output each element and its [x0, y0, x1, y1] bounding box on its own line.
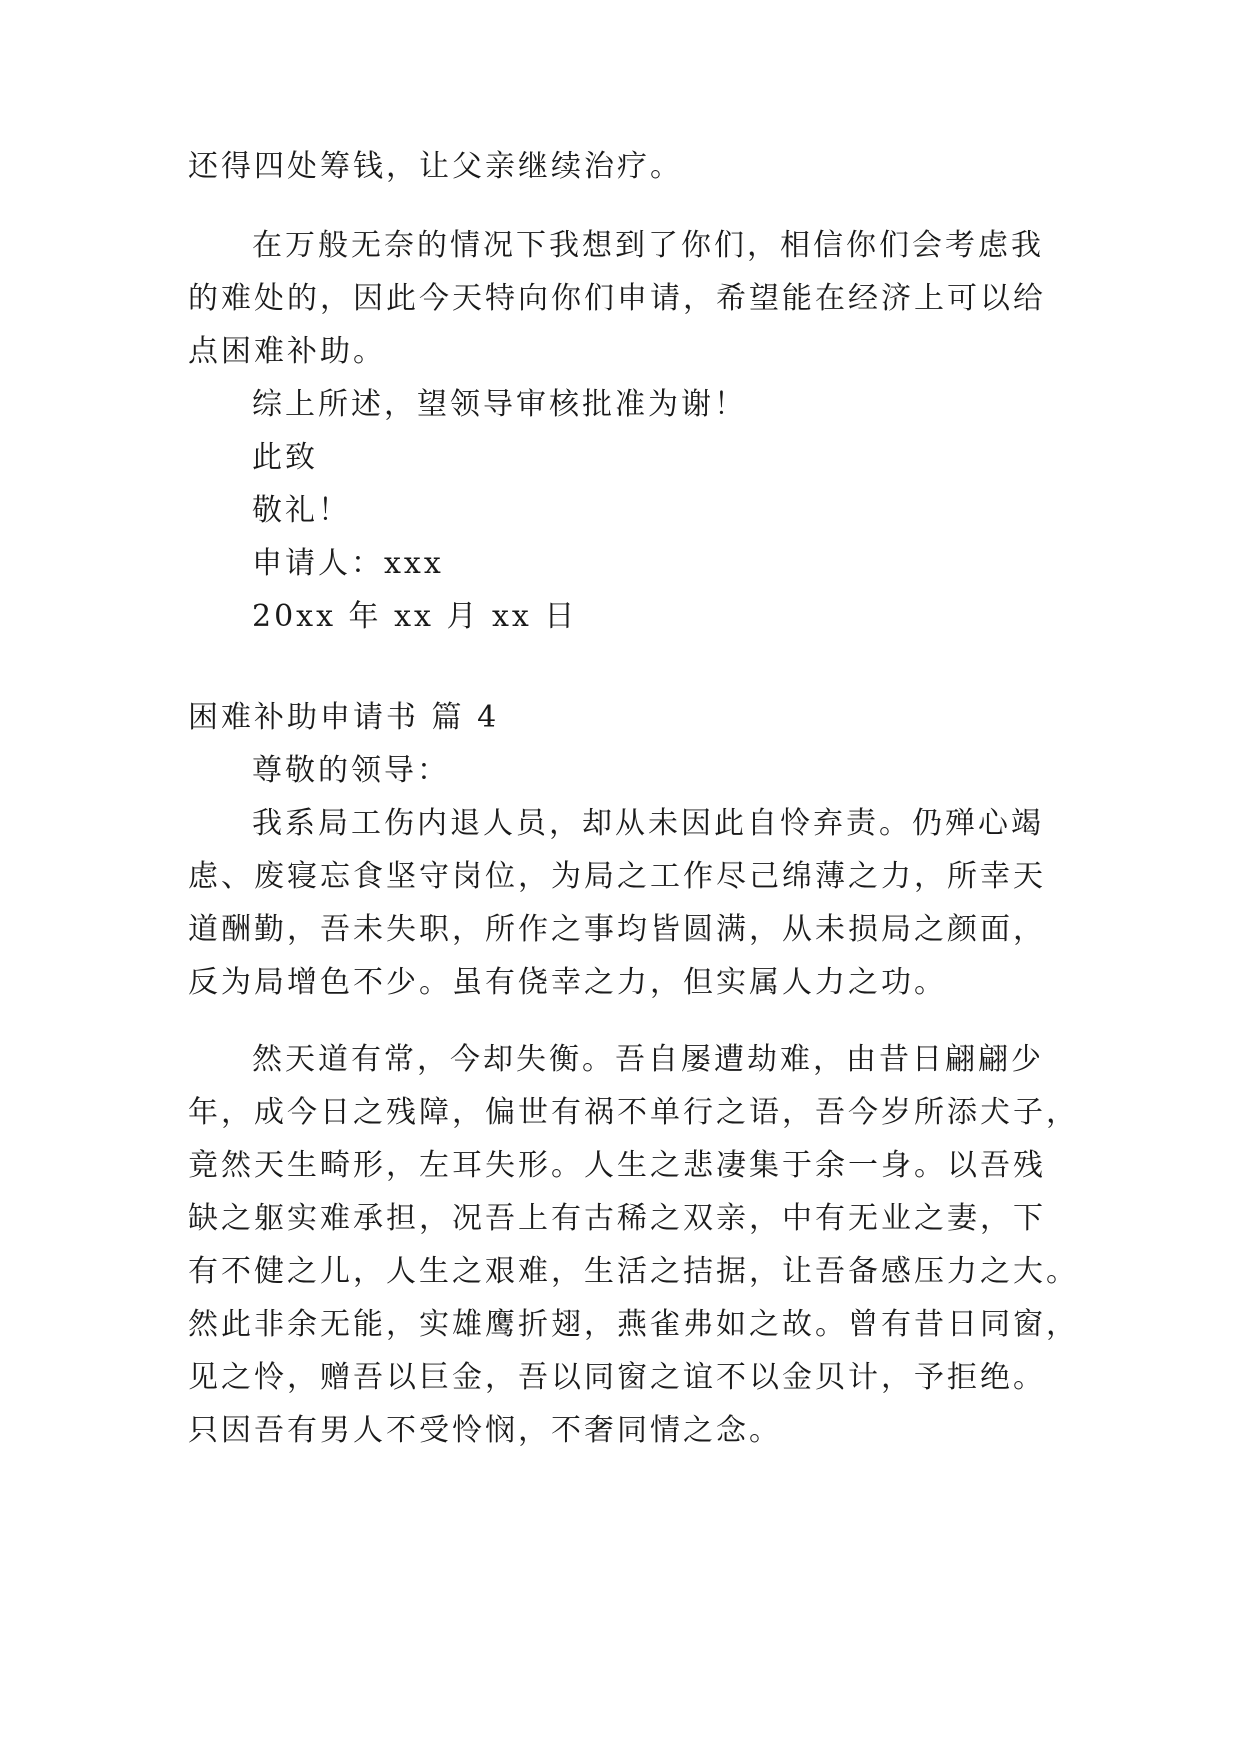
greeting: 尊敬的领导：	[252, 753, 450, 788]
paragraph-line: 年，成今日之残障，偏世有祸不单行之语，吾今岁所添犬子，	[188, 1095, 1079, 1130]
paragraph-line: 见之怜，赠吾以巨金，吾以同窗之谊不以金贝计，予拒绝。	[188, 1360, 1046, 1395]
paragraph-line: 我系局工伤内退人员，却从未因此自怜弃责。仍殚心竭	[252, 806, 1044, 841]
paragraph-line: 虑、废寝忘食坚守岗位，为局之工作尽己绵薄之力，所幸天	[188, 859, 1046, 894]
paragraph-line: 还得四处筹钱，让父亲继续治疗。	[188, 149, 683, 184]
paragraph-line: 有不健之儿，人生之艰难，生活之拮据，让吾备感压力之大。	[188, 1254, 1079, 1289]
paragraph-line: 然此非余无能，实雄鹰折翅，燕雀弗如之故。曾有昔日同窗，	[188, 1307, 1079, 1342]
salutation-line: 敬礼！	[252, 493, 351, 528]
closing-summary: 综上所述，望领导审核批准为谢！	[252, 387, 747, 422]
paragraph-line: 的难处的，因此今天特向你们申请，希望能在经济上可以给	[188, 281, 1046, 316]
paragraph-line: 竟然天生畸形，左耳失形。人生之悲凄集于余一身。以吾残	[188, 1148, 1046, 1183]
paragraph-line: 然天道有常，今却失衡。吾自屡遭劫难，由昔日翩翩少	[252, 1042, 1044, 1077]
paragraph-line: 只因吾有男人不受怜悯，不奢同情之念。	[188, 1413, 782, 1448]
paragraph-line: 道酬勤，吾未失职，所作之事均皆圆满，从未损局之颜面，	[188, 912, 1046, 947]
paragraph-line: 点困难补助。	[188, 334, 386, 369]
applicant-signature: 申请人：xxx	[252, 546, 444, 581]
paragraph-line: 反为局增色不少。虽有侥幸之力，但实属人力之功。	[188, 965, 947, 1000]
paragraph-line: 缺之躯实难承担，况吾上有古稀之双亲，中有无业之妻，下	[188, 1201, 1046, 1236]
date-line: 20xx 年 xx 月 xx 日	[252, 599, 578, 634]
salutation-line: 此致	[252, 440, 318, 475]
section-title: 困难补助申请书 篇 4	[188, 700, 500, 735]
paragraph-line: 在万般无奈的情况下我想到了你们，相信你们会考虑我	[252, 228, 1044, 263]
